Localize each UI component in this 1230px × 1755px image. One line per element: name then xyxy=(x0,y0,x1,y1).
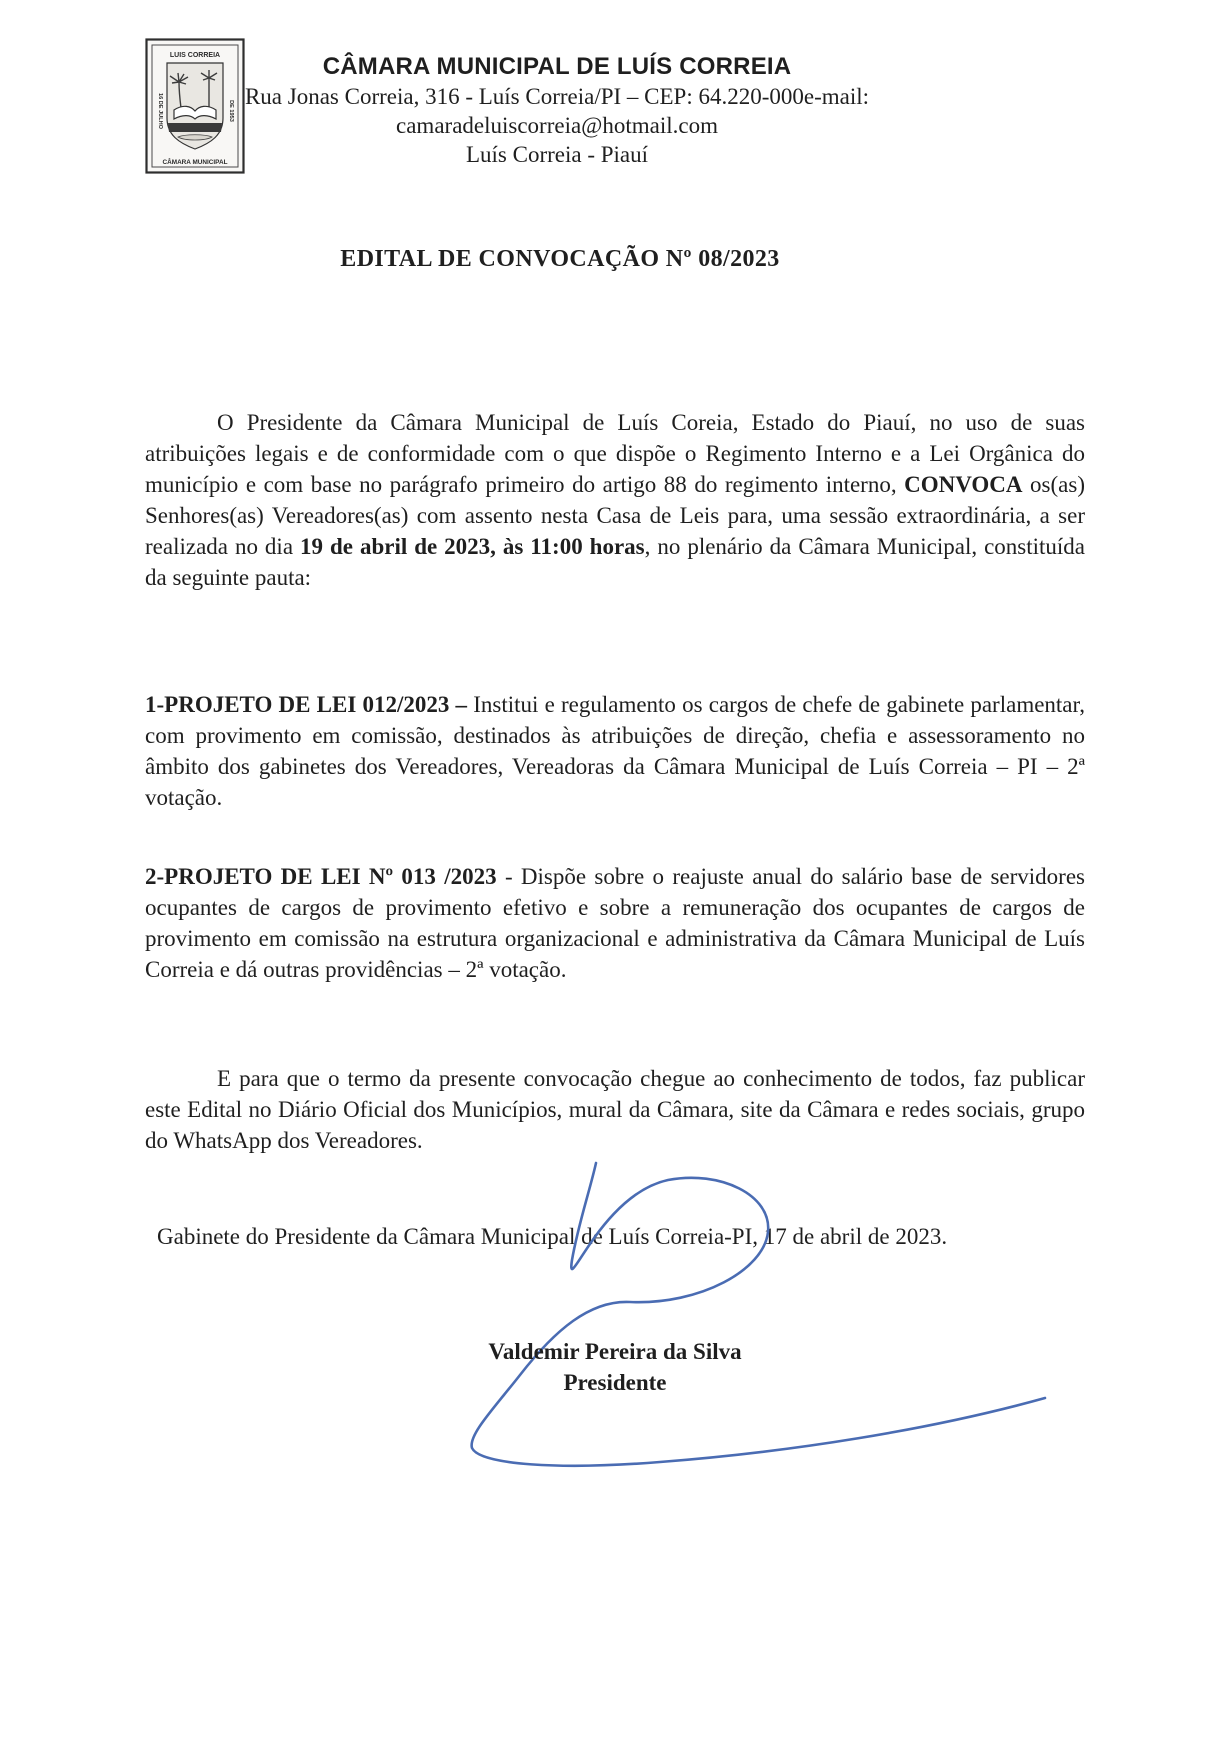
org-address: Rua Jonas Correia, 316 - Luís Correia/PI – CEP: 64.220-000e-mail: xyxy=(244,84,870,109)
title-row xyxy=(145,246,1085,273)
org-city: Luís Correia - Piauí xyxy=(465,142,649,167)
letterhead-text xyxy=(145,38,1085,169)
opening-text-2: os(as) Senhores(as) Vereadores(as) com assento nesta Casa de Leis para, uma sessão extraordinária, a ser realizada no dia xyxy=(145,472,1085,559)
signature-block xyxy=(145,1336,1085,1398)
signer-name: Valdemir Pereira da Silva xyxy=(488,1339,742,1364)
agenda-item-2 xyxy=(145,861,1085,985)
org-name: CÂMARA MUNICIPAL DE LUÍS CORREIA xyxy=(322,53,792,80)
agenda-item-2-heading: 2-PROJETO DE LEI Nº 013 /2023 xyxy=(145,864,497,889)
opening-paragraph xyxy=(145,407,1085,593)
seal-right-text: DE 1953 xyxy=(228,100,234,122)
agenda-item-2-text: - Dispõe sobre o reajuste anual do salário base de servidores ocupantes de cargos de provimento efetivo e sobre a remuneração dos ocupantes de cargos de provimento em comissão na estrutura organizacional e administrativa da Câmara Municipal de Luís Correia e dá outras providências – 2ª votação. xyxy=(145,864,1086,982)
signature-scrawl xyxy=(420,1155,1060,1485)
agenda-item-1-text: Institui e regulamento os cargos de chefe de gabinete parlamentar, com provimento em comissão, destinados às atribuições de direção, chefia e assessoramento no âmbito dos gabinetes dos Vereadores, Vereadoras da Câmara Municipal de Luís Correia – PI – 2ª votação. xyxy=(145,692,1086,810)
convoca-bold: CONVOCA xyxy=(904,472,1023,497)
signature-ink-path xyxy=(472,1163,1045,1466)
seal-banner xyxy=(178,135,212,140)
agenda-item-1-heading: 1-PROJETO DE LEI 012/2023 – xyxy=(145,692,468,717)
seal-bottom-text: CÂMARA MUNICIPAL xyxy=(162,159,228,166)
seal-dark-band xyxy=(168,123,222,132)
seal-top-text: LUIS CORREIA xyxy=(169,52,221,59)
document-title: EDITAL DE CONVOCAÇÃO Nº 08/2023 xyxy=(340,246,780,272)
session-datetime-bold: 19 de abril de 2023, às 11:00 horas xyxy=(300,534,645,559)
org-email: camaradeluiscorreia@hotmail.com xyxy=(396,113,718,138)
signer-role: Presidente xyxy=(563,1370,667,1395)
letterhead xyxy=(145,38,1085,169)
agenda-item-1 xyxy=(145,689,1085,813)
opening-text-3: , no plenário da Câmara Municipal, constituída da seguinte pauta: xyxy=(145,534,1085,590)
opening-text-1: O Presidente da Câmara Municipal de Luís Coreia, Estado do Piauí, no uso de suas atribuições legais e de conformidade com o que dispõe o Regimento Interno e a Lei Orgânica do município e com base no parágrafo primeiro do artigo 88 do regimento interno, xyxy=(145,410,1085,497)
municipal-seal-icon xyxy=(145,38,245,174)
closing-paragraph: E para que o termo da presente convocação chegue ao conhecimento de todos, faz publicar este Edital no Diário Oficial dos Municípios, mural da Câmara, site da Câmara e redes sociais, grupo do WhatsApp dos Vereadores. xyxy=(145,1066,1085,1153)
seal-left-text: 16 DE JULHO xyxy=(157,92,163,130)
date-line: Gabinete do Presidente da Câmara Municipal de Luís Correia-PI, 17 de abril de 2023. xyxy=(157,1224,948,1249)
